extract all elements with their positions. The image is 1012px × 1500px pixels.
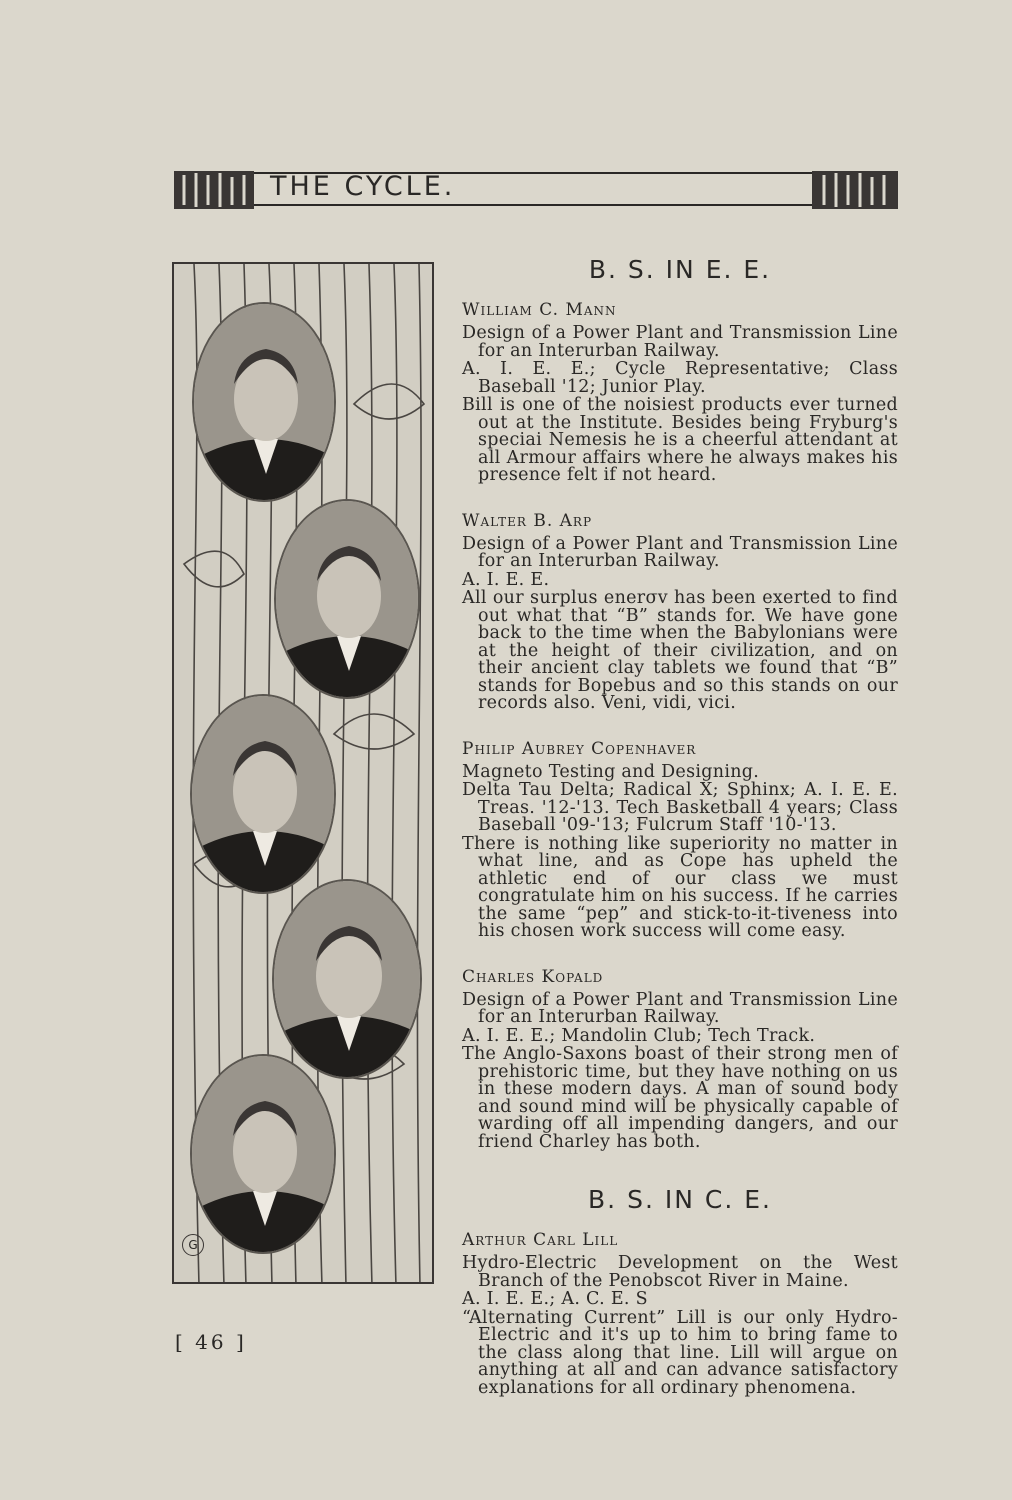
biography: All our surplus enerσv has been exerted to find out what that “B” stands for. We have gone back to the time when the Babylonians were at the height of their civilization, and on their ancient clay tablets we found that “B” stands for Bopebus and so this stands on our records also. Veni, vidi, vici.: [462, 588, 898, 713]
portrait-arthur-lill: [190, 1054, 336, 1254]
student-name: Philip Aubrey Copenhaver: [462, 738, 697, 759]
activities: A. I. E. E.; A. C. E. S: [462, 1289, 648, 1309]
biography: Bill is one of the noisiest products ever turned out at the Institute. Besides being Fryburg's speciai Nemesis he is a cheerful attendant at all Armour affairs where he always makes his presence felt if not heard.: [462, 395, 898, 485]
activities: A. I. E. E.: [462, 569, 550, 590]
portrait-walter-arp: [274, 499, 420, 699]
thesis-title: Design of a Power Plant and Transmission Line for an Interurban Railway.: [462, 323, 898, 361]
thesis-title: Magneto Testing and Designing.: [462, 761, 760, 782]
activities: Delta Tau Delta; Radical X; Sphinx; A. I. E. E. Treas. '12-'13. Tech Basketball 4 years; Class Baseball '09-'13; Fulcrum Staff '10-'13.: [462, 780, 898, 835]
student-name: Arthur Carl Lill: [462, 1230, 619, 1250]
artist-monogram-icon: G: [182, 1234, 204, 1256]
thesis-title: Hydro-Electric Development on the West Branch of the Penobscot River in Maine.: [462, 1253, 898, 1291]
thesis-title: Design of a Power Plant and Transmission Line for an Interurban Railway.: [462, 533, 898, 571]
text-column: [462, 255, 898, 1422]
portrait-philip-copenhaver: [190, 694, 336, 894]
biography: There is nothing like superiority no matter in what line, and as Cope has upheld the athletic end of our class we must congratulate him on his success. If he carries the same “pep” and stick-to-it-tiveness into his chosen work success will come easy.: [462, 833, 898, 941]
header-banner: [172, 165, 902, 215]
activities: A. I. E. E.; Mandolin Club; Tech Track.: [462, 1025, 816, 1046]
entry-walter-arp: [462, 510, 898, 713]
thesis-title: Design of a Power Plant and Transmission Line for an Interurban Railway.: [462, 989, 898, 1027]
page-number: [ 46 ]: [175, 1330, 247, 1354]
entry-charles-kopald: [462, 966, 898, 1152]
portrait-william-mann: [192, 302, 336, 502]
portrait-panel: [172, 262, 434, 1284]
portrait-charles-kopald: [272, 879, 422, 1079]
student-name: Charles Kopald: [462, 966, 604, 987]
biography: “Alternating Current” Lill is our only Hydro-Electric and it's up to him to bring fame to the class along that line. Lill will argue on anything at all and can advance satisfactory explanations for all ordinary phenomena.: [462, 1307, 898, 1398]
section-heading-ce: B. S. IN C. E.: [588, 1185, 772, 1214]
section-heading-ee: B. S. IN E. E.: [588, 255, 772, 284]
running-title: THE CYCLE.: [270, 171, 456, 202]
entry-william-mann: [462, 299, 898, 485]
activities: A. I. E. E.; Cycle Representative; Class Baseball '12; Junior Play.: [462, 359, 898, 397]
biography: The Anglo-Saxons boast of their strong men of prehistoric time, but they have nothing on us in these modern days. A man of sound body and sound mind will be physically capable of warding off all impending dangers, and our friend Charley has both.: [462, 1044, 898, 1152]
student-name: William C. Mann: [462, 300, 617, 320]
entry-philip-copenhaver: [462, 738, 898, 941]
student-name: Walter B. Arp: [462, 510, 593, 531]
entry-arthur-lill: [462, 1229, 898, 1397]
